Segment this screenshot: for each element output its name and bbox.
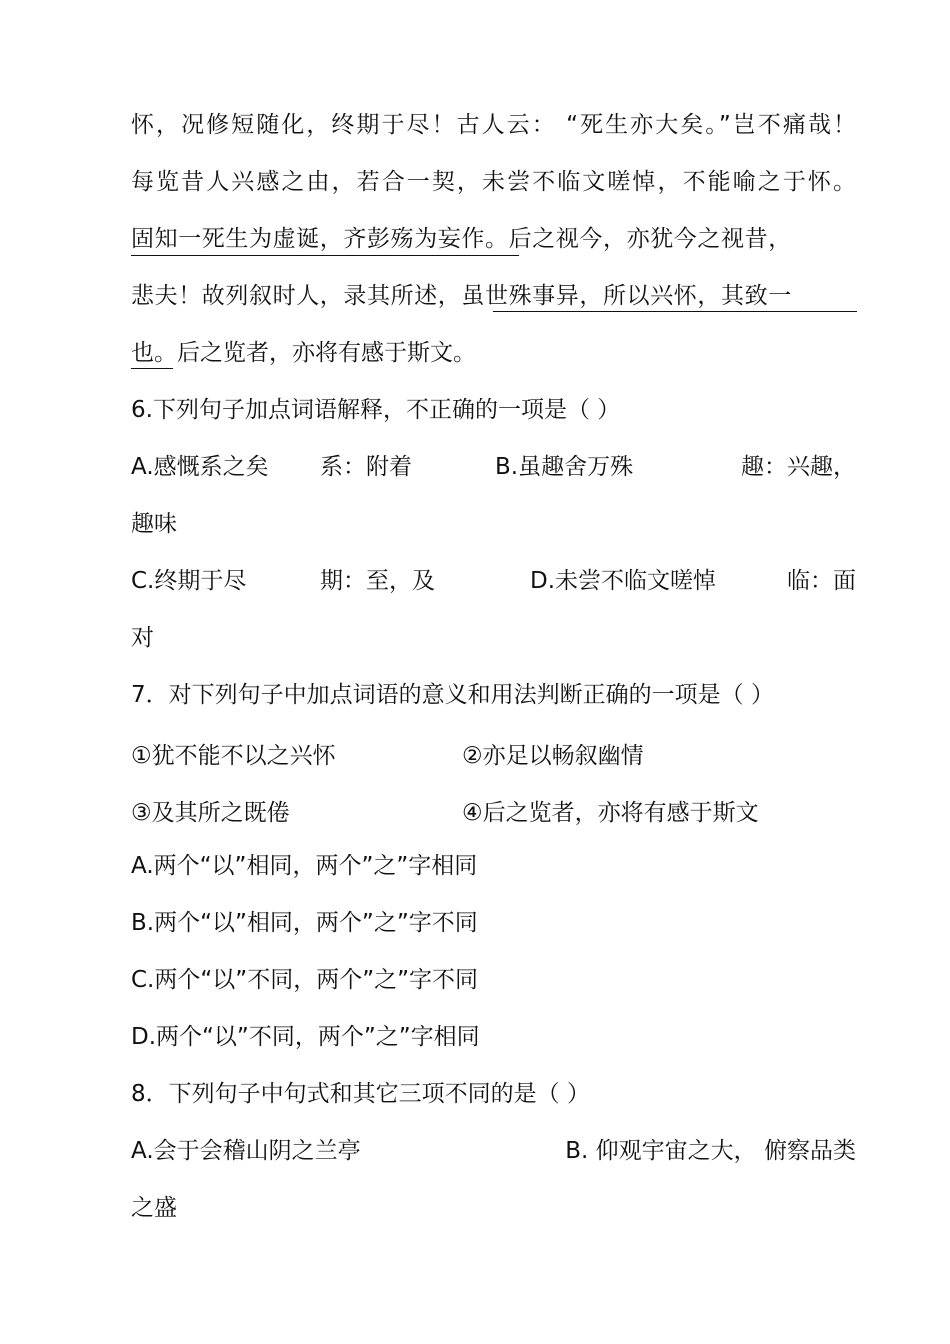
q7-option-d: D.两个“以”不同，两个”之”字相同 xyxy=(131,1024,480,1050)
q7-option-a: A.两个“以”相同，两个”之”字相同 xyxy=(131,853,478,879)
underline-passage-3 xyxy=(131,255,519,256)
passage-line-4: 悲夫！故列叙时人，录其所述，虽世殊事异，所以兴怀，其致一 xyxy=(131,283,792,309)
q6-option-c-note: 期：至，及 xyxy=(320,568,435,594)
q7-sentence-4: ④后之览者，亦将有感于斯文 xyxy=(462,800,759,826)
passage-line-2: 每览昔人兴感之由，若合一契，未尝不临文嗟悼，不能喻之于怀。 xyxy=(131,169,856,195)
q7-sentence-3: ③及其所之既倦 xyxy=(131,800,290,826)
passage-line-3: 固知一死生为虚诞，齐彭殇为妄作。后之视今，亦犹今之视昔， xyxy=(131,226,792,252)
q6-option-a-note: 系：附着 xyxy=(320,454,412,480)
q7-stem: 7．对下列句子中加点词语的意义和用法判断正确的一项是（ ） xyxy=(131,682,774,708)
q6-stem: 6.下列句子加点词语解释，不正确的一项是（ ） xyxy=(131,397,621,423)
q7-option-b: B.两个“以”相同，两个”之”字不同 xyxy=(131,910,478,936)
q6-option-c: C.终期于尽 xyxy=(131,568,247,594)
q6-option-d-note-cont: 对 xyxy=(131,625,154,651)
q8-option-b: B. 仰观宇宙之大， 俯察品类 xyxy=(565,1138,856,1164)
q6-option-b: B.虽趣舍万殊 xyxy=(495,454,634,480)
q6-option-b-note: 趣：兴趣， xyxy=(741,454,856,480)
passage-line-5: 也。后之览者，亦将有感于斯文。 xyxy=(131,340,476,366)
q8-option-a: A.会于会稽山阴之兰亭 xyxy=(131,1138,361,1164)
q7-sentence-1: ①犹不能不以之兴怀 xyxy=(131,743,336,769)
q6-option-b-note-cont: 趣味 xyxy=(131,511,177,537)
q6-option-d: D.未尝不临文嗟悼 xyxy=(530,568,717,594)
q7-sentence-2: ②亦足以畅叙幽情 xyxy=(462,743,644,769)
q8-stem: 8．下列句子中句式和其它三项不同的是（ ） xyxy=(131,1081,590,1107)
passage-line-1: 怀，况修短随化，终期于尽！古人云： “死生亦大矣。”岂不痛哉！ xyxy=(131,112,856,138)
underline-passage-5 xyxy=(131,368,173,369)
q8-option-b-cont: 之盛 xyxy=(131,1195,177,1221)
q6-option-a: A.感慨系之矣 xyxy=(131,454,269,480)
q6-option-d-note: 临：面 xyxy=(787,568,856,594)
q7-option-c: C.两个“以”不同，两个”之”字不同 xyxy=(131,967,479,993)
underline-passage-4 xyxy=(493,311,857,312)
